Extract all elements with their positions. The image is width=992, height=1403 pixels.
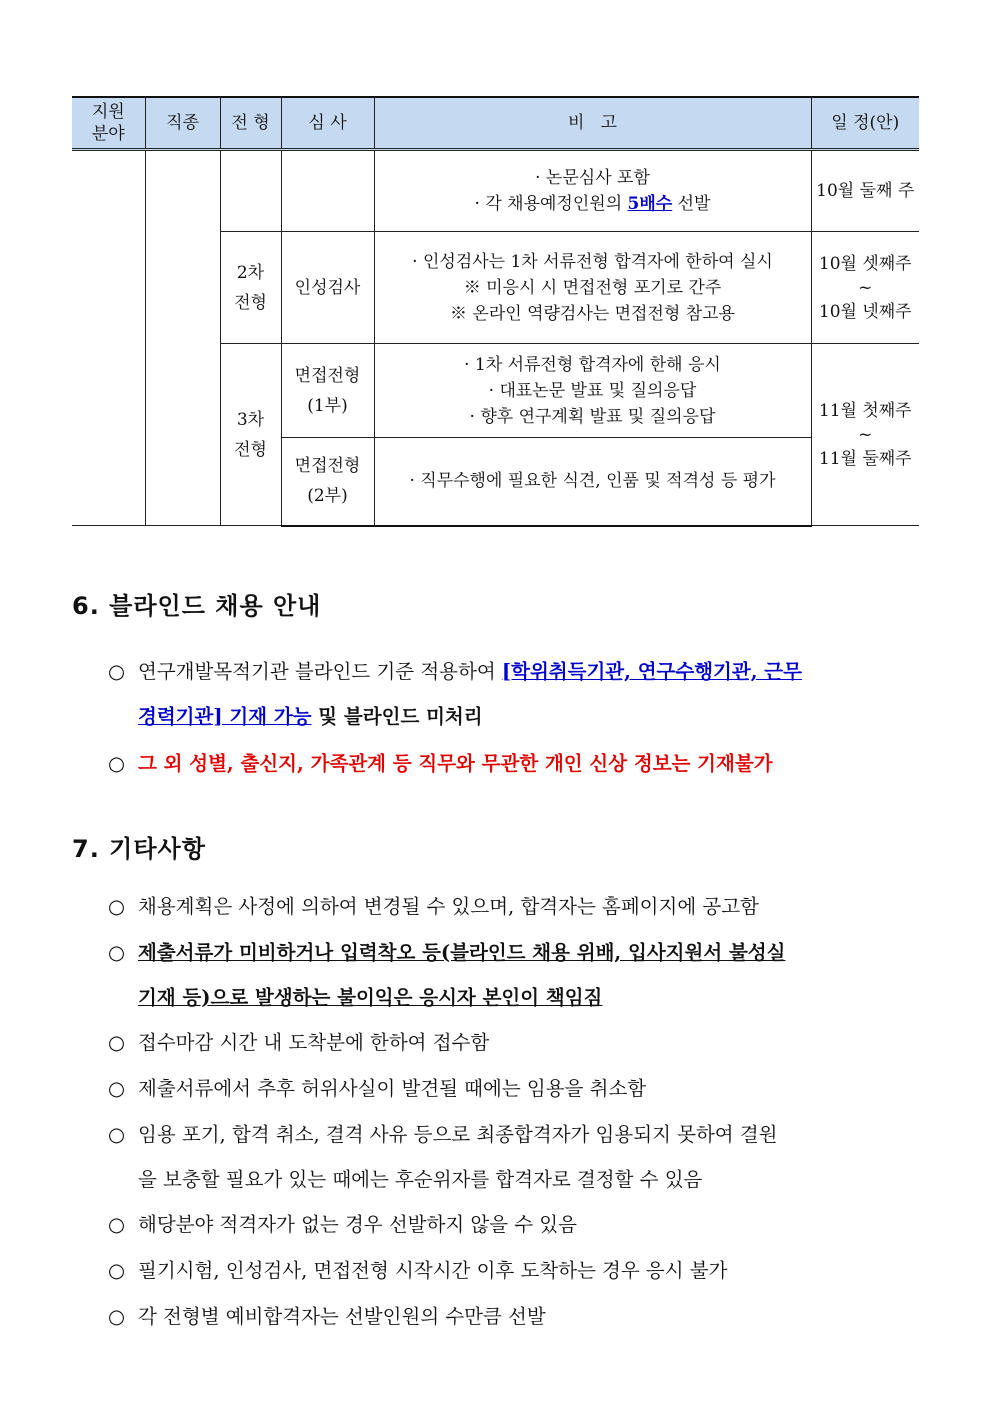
- table-header-row: [72, 97, 919, 150]
- bullet-circle-icon: ○: [108, 941, 126, 964]
- note-line: · 1차 서류전형 합격자에 한해 응시: [464, 354, 721, 375]
- note-line: ※ 미응시 시 면접전형 포기로 간주: [463, 277, 722, 298]
- cell-job: [145, 150, 220, 526]
- schedule-table: [72, 96, 919, 527]
- bullet-circle-icon: ○: [108, 752, 126, 775]
- section-7-item-6: ○ 해당분야 적격자가 없는 경우 선발하지 않을 수 있음: [108, 1202, 922, 1247]
- header-review: 심 사: [281, 97, 374, 150]
- table-row: [72, 150, 919, 232]
- note-line: · 각 채용예정인원의 5배수 선발: [474, 194, 711, 214]
- header-schedule: 일 정(안): [811, 97, 919, 150]
- note-line: · 인성검사는 1차 서류전형 합격자에 한하여 실시: [412, 251, 773, 272]
- bullet-circle-icon: ○: [108, 1123, 126, 1146]
- cell-stage-3: 3차 전형: [220, 344, 281, 526]
- bullet-circle-icon: ○: [108, 1077, 126, 1100]
- bullet-circle-icon: ○: [108, 1305, 126, 1328]
- cell-schedule-1: 10월 둘째 주: [811, 150, 919, 232]
- section-7-item-7: ○ 필기시험, 인성검사, 면접전형 시작시간 이후 도착하는 경우 응시 불가: [108, 1248, 922, 1293]
- emphasis-blind-fields: [학위취득기관, 연구수행기관, 근무: [501, 660, 802, 683]
- section-7-item-5: ○ 임용 포기, 합격 취소, 결격 사유 등으로 최종합격자가 임용되지 못하여 결원 을 보충할 필요가 있는 때에는 후순위자를 합격자로 결정할 수 있음: [108, 1112, 922, 1202]
- cell-review-1: [281, 150, 374, 232]
- cell-review-4: 면접전형 (2부): [281, 438, 374, 526]
- section-7-item-1: ○ 채용계획은 사정에 의하여 변경될 수 있으며, 합격자는 홈페이지에 공고함: [108, 884, 922, 929]
- note-line: · 대표논문 발표 및 질의응답: [488, 380, 697, 401]
- section-7-item-8: ○ 각 전형별 예비합격자는 선발인원의 수만큼 선발: [108, 1294, 922, 1339]
- cell-schedule-2: 10월 셋째주 ~ 10월 넷째주: [811, 232, 919, 344]
- note-line: ※ 온라인 역량검사는 면접전형 참고용: [450, 303, 735, 324]
- header-stage: 전 형: [220, 97, 281, 150]
- cell-stage-1: [220, 150, 281, 232]
- cell-schedule-3: 11월 첫째주 ~ 11월 둘째주: [811, 344, 919, 526]
- section-6-title: 6. 블라인드 채용 안내: [72, 592, 322, 620]
- section-6-item-2: [108, 741, 922, 786]
- section-7-title: 7. 기타사항: [72, 835, 206, 863]
- note-line: · 논문심사 포함: [535, 168, 650, 188]
- cell-field: [72, 150, 145, 526]
- cell-review-3: 면접전형 (1부): [281, 344, 374, 438]
- section-7-item-4: ○ 제출서류에서 추후 허위사실이 발견될 때에는 임용을 취소함: [108, 1066, 922, 1111]
- note-line: · 직무수행에 필요한 식견, 인품 및 적격성 등 평가: [409, 471, 776, 492]
- bullet-circle-icon: ○: [108, 660, 126, 683]
- bullet-circle-icon: ○: [108, 1259, 126, 1282]
- cell-note-1: [374, 150, 811, 232]
- note-line: · 향후 연구계획 발표 및 질의응답: [469, 406, 716, 427]
- cell-note-2: [374, 232, 811, 344]
- section-7-item-3: ○ 접수마감 시간 내 도착분에 한하여 접수함: [108, 1020, 922, 1065]
- cell-review-2: 인성검사: [281, 232, 374, 344]
- header-field: 지원 분야: [72, 97, 145, 150]
- header-note: 비 고: [374, 97, 811, 150]
- bullet-circle-icon: ○: [108, 1213, 126, 1236]
- bullet-circle-icon: ○: [108, 1031, 126, 1054]
- header-job: 직종: [145, 97, 220, 150]
- section-6-item-1: ○ 연구개발목적기관 블라인드 기준 적용하여 [학위취득기관, 연구수행기관, 근무 경력기관] 기재 가능 및 블라인드 미처리: [108, 649, 922, 739]
- cell-stage-2: 2차 전형: [220, 232, 281, 344]
- bullet-circle-icon: ○: [108, 895, 126, 918]
- cell-note-3: [374, 344, 811, 438]
- cell-note-4: [374, 438, 811, 526]
- warning-text: 그 외 성별, 출신지, 가족관계 등 직무와 무관한 개인 신상 정보는 기재불가: [138, 752, 773, 775]
- section-7-item-2: ○ 제출서류가 미비하거나 입력착오 등(블라인드 채용 위배, 입사지원서 불성실 기재 등)으로 발생하는 불이익은 응시자 본인이 책임짐: [108, 930, 922, 1020]
- emphasis-5x: 5배수: [627, 194, 673, 214]
